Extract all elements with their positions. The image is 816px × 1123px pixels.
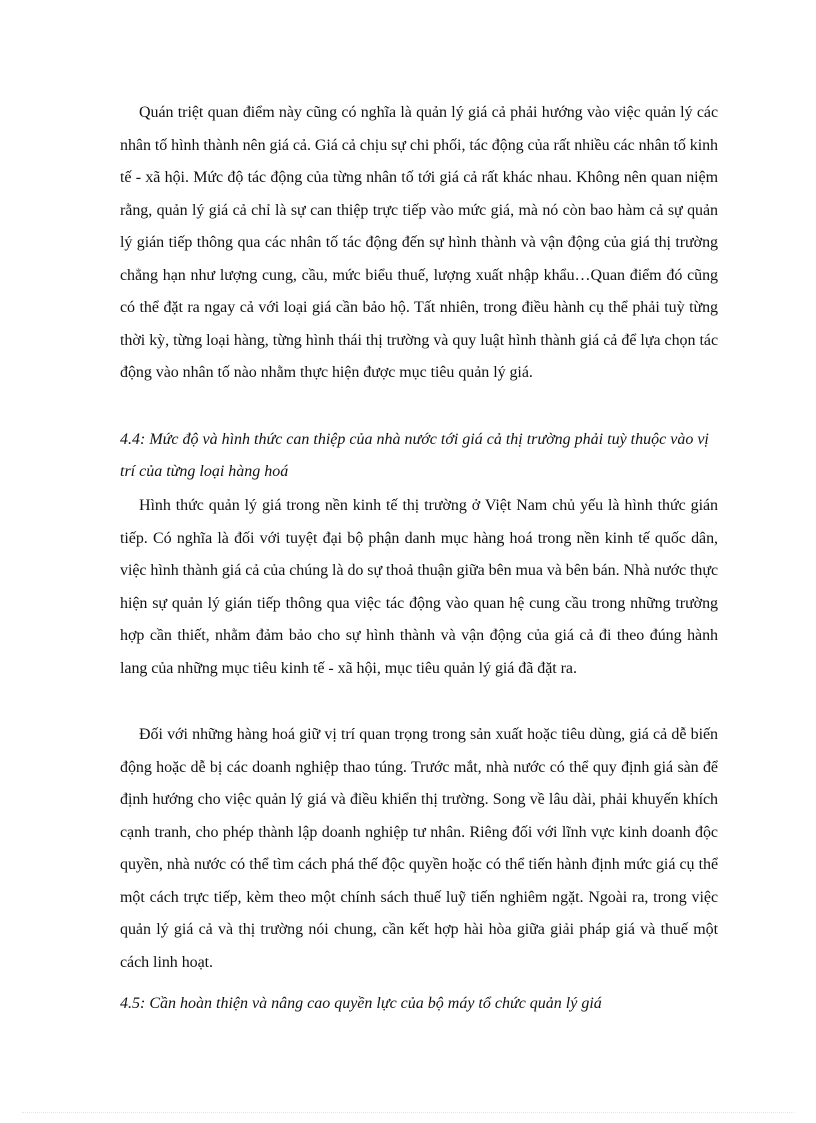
body-paragraph-price-factors: Quán triệt quan điểm này cũng có nghĩa là quản lý giá cả phải hướng vào việc quản lý các nhân tố hình thành nên giá cả. Giá cả chịu sự chi phối, tác động của rất nhiều các nhân tố kinh tế - xã hội. Mức độ tác động của từng nhân tố tới giá cả rất khác nhau. Không nên quan niệm rằng, quản lý giá cả chỉ là sự can thiệp trực tiếp vào mức giá, mà nó còn bao hàm cả sự quản lý gián tiếp thông qua các nhân tố tác động đến sự hình thành và vận động của giá thị trường chẳng hạn như lượng cung, cầu, mức biểu thuế, lượng xuất nhập khẩu…Quan điểm đó cũng có thể đặt ra ngay cả với loại giá cần bảo hộ. Tất nhiên, trong điều hành cụ thể phải tuỳ từng thời kỳ, từng loại hàng, từng hình thái thị trường và quy luật hình thành giá cả để lựa chọn tác động vào nhân tố nào nhằm thực hiện được mục tiêu quản lý giá. [120, 104, 718, 381]
section-heading-4-5: 4.5: Cần hoàn thiện và nâng cao quyền lực của bộ máy tổ chức quản lý giá [120, 995, 602, 1012]
footer-divider [22, 1112, 794, 1113]
body-paragraph-indirect-management: Hình thức quản lý giá trong nền kinh tế thị trường ở Việt Nam chủ yếu là hình thức gián tiếp. Có nghĩa là đối với tuyệt đại bộ phận danh mục hàng hoá trong nền kinh tế quốc dân, việc hình thành giá cả của chúng là do sự thoả thuận giữa bên mua và bên bán. Nhà nước thực hiện sự quản lý gián tiếp thông qua việc tác động vào quan hệ cung cầu trong những trường hợp cần thiết, nhằm đảm bảo cho sự hình thành và vận động của giá cả đi theo đúng hành lang của những mục tiêu kinh tế - xã hội, mục tiêu quản lý giá đã đặt ra. [120, 497, 718, 677]
section-heading-4-4: 4.4: Mức độ và hình thức can thiệp của nhà nước tới giá cả thị trường phải tuỳ thuộc vào vị trí của từng loại hàng hoá [120, 431, 709, 480]
body-paragraph-key-goods: Đối với những hàng hoá giữ vị trí quan trọng trong sản xuất hoặc tiêu dùng, giá cả dễ biến động hoặc dễ bị các doanh nghiệp thao túng. Trước mắt, nhà nước có thể quy định giá sàn để định hướng cho việc quản lý giá và điều khiển thị trường. Song về lâu dài, phải khuyến khích cạnh tranh, cho phép thành lập doanh nghiệp tư nhân. Riêng đối với lĩnh vực kinh doanh độc quyền, nhà nước có thể tìm cách phá thế độc quyền hoặc có thể tiến hành định mức giá cụ thể một cách trực tiếp, kèm theo một chính sách thuế luỹ tiến nghiêm ngặt. Ngoài ra, trong việc quản lý giá cả và thị trường nói chung, cần kết hợp hài hòa giữa giải pháp giá và thuế một cách linh hoạt. [120, 726, 718, 971]
